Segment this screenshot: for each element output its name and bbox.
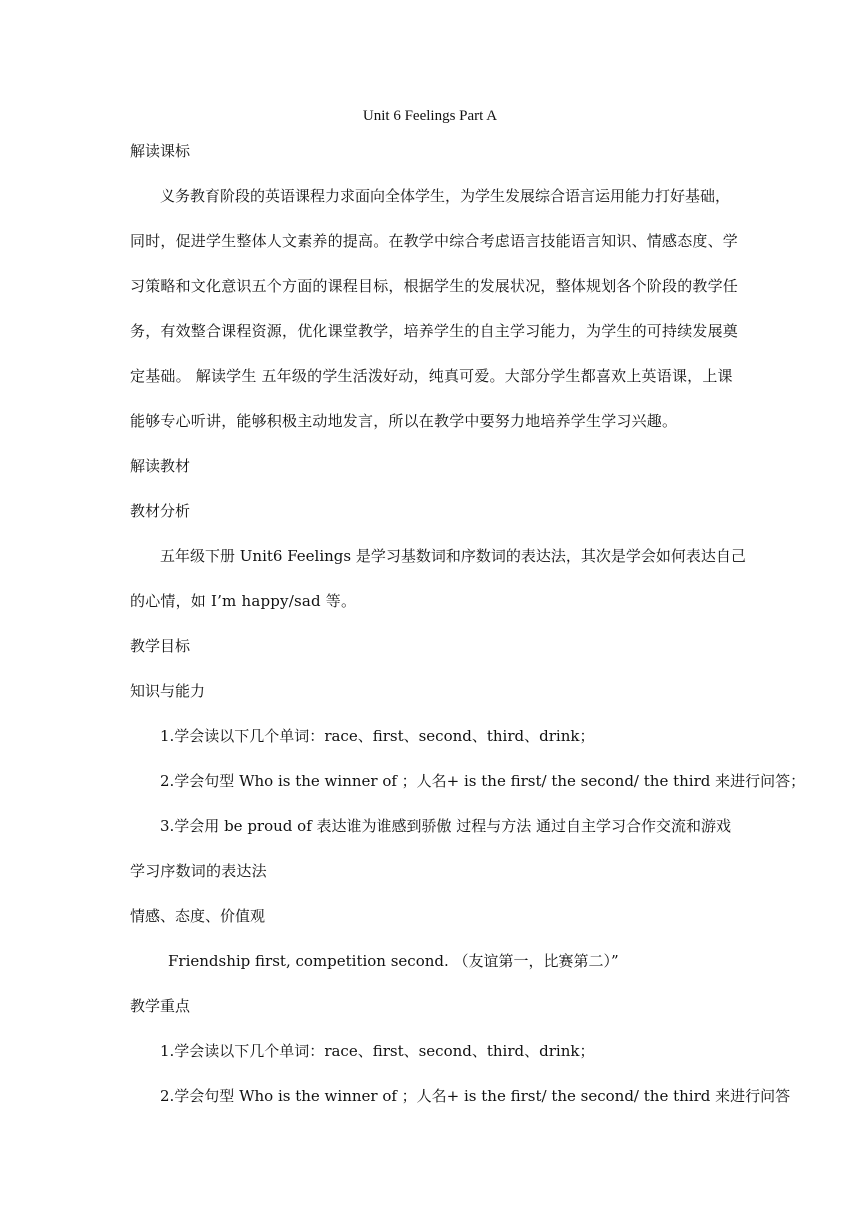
section-heading-key-points: 教学重点 xyxy=(130,997,191,1015)
section-heading-emotion: 情感、态度、价值观 xyxy=(130,907,266,925)
list-item: 2.学会句型 Who is the winner of ；人名+ is the first/ the second/ the third 来进行问答 xyxy=(160,1087,791,1105)
section-heading-knowledge: 知识与能力 xyxy=(130,682,206,700)
paragraph-line: 学习序数词的表达法 xyxy=(130,862,267,880)
paragraph-line: Friendship first, competition second. （友谊第一，比赛第二）” xyxy=(168,952,619,970)
paragraph-line: 同时，促进学生整体人文素养的提高。在教学中综合考虑语言技能语言知识、情感态度、学 xyxy=(130,232,739,250)
section-heading-curriculum: 解读课标 xyxy=(130,142,191,160)
paragraph-line: 五年级下册 Unit6 Feelings 是学习基数词和序数词的表达法，其次是学会如何表达自己 xyxy=(160,547,746,565)
paragraph-line: 的心情，如 I’m happy/sad 等。 xyxy=(130,592,357,610)
section-heading-textbook-analysis: 教材分析 xyxy=(130,502,191,520)
section-heading-textbook: 解读教材 xyxy=(130,457,191,475)
paragraph-line: 务，有效整合课程资源，优化课堂教学，培养学生的自主学习能力，为学生的可持续发展奠 xyxy=(130,322,739,340)
paragraph-line: 定基础。 解读学生 五年级的学生活泼好动，纯真可爱。大部分学生都喜欢上英语课，上课 xyxy=(130,367,733,385)
list-item: 1.学会读以下几个单词：race、first、second、third、drink； xyxy=(160,1042,595,1060)
list-item: 2.学会句型 Who is the winner of ；人名+ is the first/ the second/ the third 来进行问答； xyxy=(160,772,806,790)
paragraph-line: 习策略和文化意识五个方面的课程目标，根据学生的发展状况，整体规划各个阶段的教学任 xyxy=(130,277,739,295)
paragraph-line: 能够专心听讲，能够积极主动地发言，所以在教学中要努力地培养学生学习兴趣。 xyxy=(130,412,678,430)
paragraph-line: 义务教育阶段的英语课程力求面向全体学生，为学生发展综合语言运用能力打好基础， xyxy=(160,187,731,205)
section-heading-goals: 教学目标 xyxy=(130,637,191,655)
list-item: 1.学会读以下几个单词：race、first、second、third、drink； xyxy=(160,727,595,745)
document-title: Unit 6 Feelings Part A xyxy=(362,108,498,124)
list-item: 3.学会用 be proud of 表达谁为谁感到骄傲 过程与方法 通过自主学习合作交流和游戏 xyxy=(160,817,732,835)
